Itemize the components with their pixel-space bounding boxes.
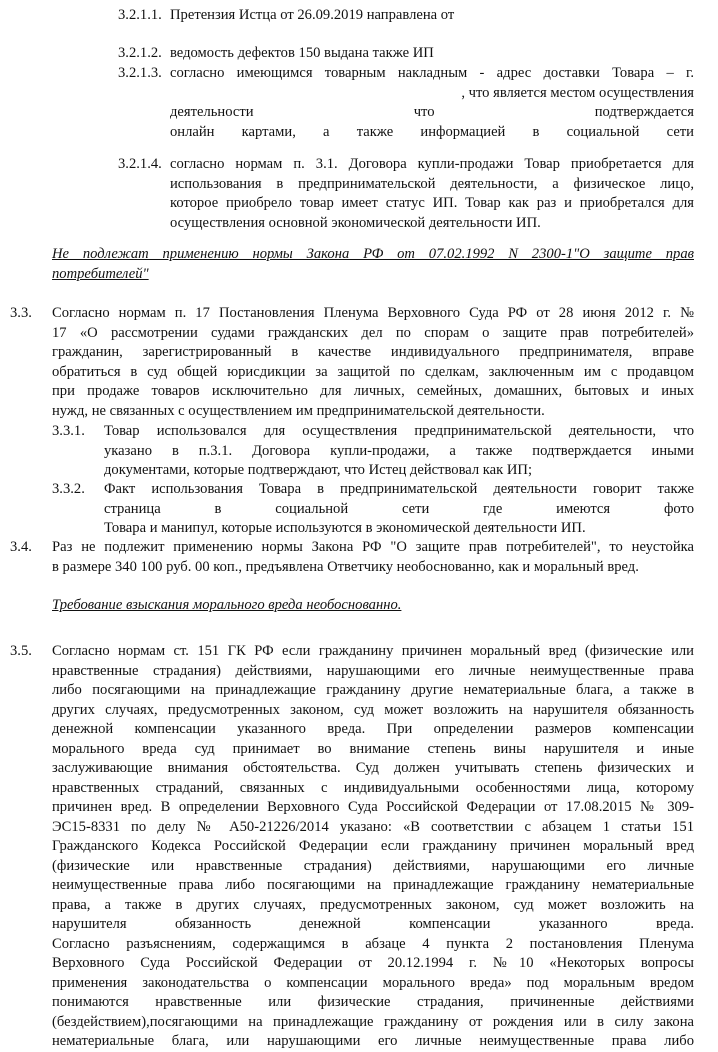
text-line: Согласно нормам п. 17 Постановления Пленума Верховного Суда РФ от 28 июня 2012 г. № (52, 305, 694, 321)
text-line: Согласно нормам ст. 151 ГК РФ если гражданину причинен моральный вред (физические или (52, 643, 694, 659)
text-line: в размере 340 100 руб. 00 коп., предъявлена Ответчику необоснованно, как и моральный вред. (52, 558, 639, 575)
text-line: Товар использовался для осуществления предпринимательской деятельности, что (104, 423, 694, 439)
section-heading-consumer-law (52, 245, 694, 284)
paragraph-text-3-3-1 (104, 422, 694, 481)
text-line: использования в предпринимательской деятельности, а физическое лицо, (170, 175, 694, 192)
paragraph-text-3-3 (52, 304, 694, 421)
text-line: согласно имеющимся товарным накладным - адрес доставки Товара – г. (170, 65, 694, 81)
paragraph-text-3-4 (52, 538, 694, 577)
text-line: применения законодательства о компенсации морального вреда» под моральным вредом (52, 974, 694, 991)
text-line: понимаются нравственные или физические страдания, причиненные действиями (52, 994, 694, 1010)
item-text-3-2-1-2 (170, 44, 690, 64)
text-line: Верховного Суда Российской Федерации от 20.12.1994 г. №10 «Некоторых вопросы (52, 955, 694, 971)
text-line: права, а также в других случаях, предусмотренных законом, суд может возложить на (52, 896, 694, 913)
text-line: нарушителя обязанность денежной компенсации указанного вреда. (52, 916, 694, 932)
text-line: , что является местом осуществления (461, 84, 694, 101)
text-line: Товара и манипул, которые используются в экономической деятельности ИП. (104, 520, 586, 536)
text-line: онлайн картами, а также информацией в социальной сети (170, 123, 694, 140)
item-number-3-2-1-4: 3.2.1.4. (118, 156, 162, 172)
text-line: нематериальные блага, или нарушающими его личные неимущественные права либо (52, 1033, 694, 1049)
text-line: деятельности что подтверждается (170, 104, 694, 120)
text-line: страница в социальной сети где имеются фото (104, 500, 694, 517)
item-text-3-2-1-4 (170, 155, 694, 233)
text-line: неимущественные права либо посягающими на принадлежащие гражданину нематериальные (52, 877, 694, 893)
text-line: согласно нормам п. 3.1. Договора купли-продажи Товар приобретается для (170, 156, 694, 172)
text-line: ведомость дефектов 150 выдана также ИП (170, 45, 434, 61)
text-line: либо посягающими на принадлежащие гражданину другие нематериальные блага, а также в (52, 682, 694, 698)
item-text-3-2-1-3 (170, 64, 694, 142)
text-line: 17 «О рассмотрении судами гражданских дел по спорам о защите прав потребителей» (52, 324, 694, 341)
paragraph-number-3-3-1: 3.3.1. (52, 423, 85, 439)
text-line: (физические или нравственные страдания) действиями, нарушающими его личные (52, 857, 694, 874)
paragraph-number-3-3-2: 3.3.2. (52, 481, 85, 497)
text-line: нравственные страдания) действиями, нарушающими его личные неимущественные права (52, 662, 694, 679)
text-line: обратиться в суд общей юрисдикции за защитой по сделкам, заключенным им с продавцом (52, 363, 694, 380)
paragraph-text-3-3-2 (104, 480, 694, 539)
text-line: гражданин, зарегистрированный в качестве индивидуального предпринимателя, вправе (52, 344, 694, 360)
heading-line: Не подлежат применению нормы Закона РФ от 07.02.1992 N 2300-1"О защите прав (52, 246, 694, 262)
text-line: нравственных страданий, связанных с индивидуальными особенностями лица, которому (52, 779, 694, 796)
text-line: нужд, не связанных с осуществлением им предпринимательской деятельности. (52, 402, 545, 419)
section-heading-moral-damage: Требование взыскания морального вреда необоснованно. (52, 597, 402, 613)
item-text-3-2-1-1 (170, 6, 690, 26)
paragraph-number-3-3: 3.3. (10, 305, 32, 321)
text-line: осуществления основной экономической деятельности ИП. (170, 214, 541, 231)
text-line: других случаях, предусмотренных законом, суд может возложить на нарушителя обязанность (52, 701, 694, 718)
text-line: при продаже товаров исключительно для личных, семейных, домашних, бытовых и иных (52, 383, 694, 399)
text-line: морального вреда суд принимает во внимание степень вины нарушителя и иные (52, 740, 694, 757)
text-line: Согласно разъяснениям, содержащимся в абзаце 4 пункта 2 постановления Пленума (52, 935, 694, 952)
item-number-3-2-1-2: 3.2.1.2. (118, 45, 162, 61)
text-line: денежной компенсации указанного вреда. При определении размеров компенсации (52, 721, 694, 737)
text-line: заслуживающие внимания обстоятельства. Суд должен учитывать степень физических и (52, 760, 694, 776)
text-line: ЭС15-8331 по делу № А50-21226/2014 указано: «В соответствии с абзацем 1 статьи 151 (52, 818, 694, 835)
text-line: Претензия Истца от 26.09.2019 направлена от (170, 7, 455, 23)
text-line: причинен вред. В определении Верховного Суда Российской Федерации от 17.08.2015 № 309- (52, 799, 694, 815)
text-line: (бездействием),посягающими на принадлежащие гражданину от рождения или в силу закона (52, 1013, 694, 1030)
text-line: Гражданского Кодекса Российской Федерации если гражданину причинен моральный вред (52, 838, 694, 854)
paragraph-text-3-5 (52, 642, 694, 1052)
item-number-3-2-1-3: 3.2.1.3. (118, 65, 162, 81)
heading-line: потребителей" (52, 265, 149, 282)
text-line: которое приобрело товар имеет статус ИП. Товар как раз и приобретался для (170, 195, 694, 211)
paragraph-number-3-5: 3.5. (10, 643, 32, 659)
text-line: указано в п.3.1. Договора купли-продажи, а также подтверждается иными (104, 442, 694, 459)
text-line: Раз не подлежит применению нормы Закона РФ "О защите прав потребителей", то неустойка (52, 539, 694, 555)
paragraph-number-3-4: 3.4. (10, 539, 32, 555)
text-line: Факт использования Товара в предпринимательской деятельности говорит также (104, 481, 694, 497)
item-number-3-2-1-1: 3.2.1.1. (118, 7, 162, 23)
text-line: документами, которые подтверждают, что Истец действовал как ИП; (104, 462, 533, 478)
